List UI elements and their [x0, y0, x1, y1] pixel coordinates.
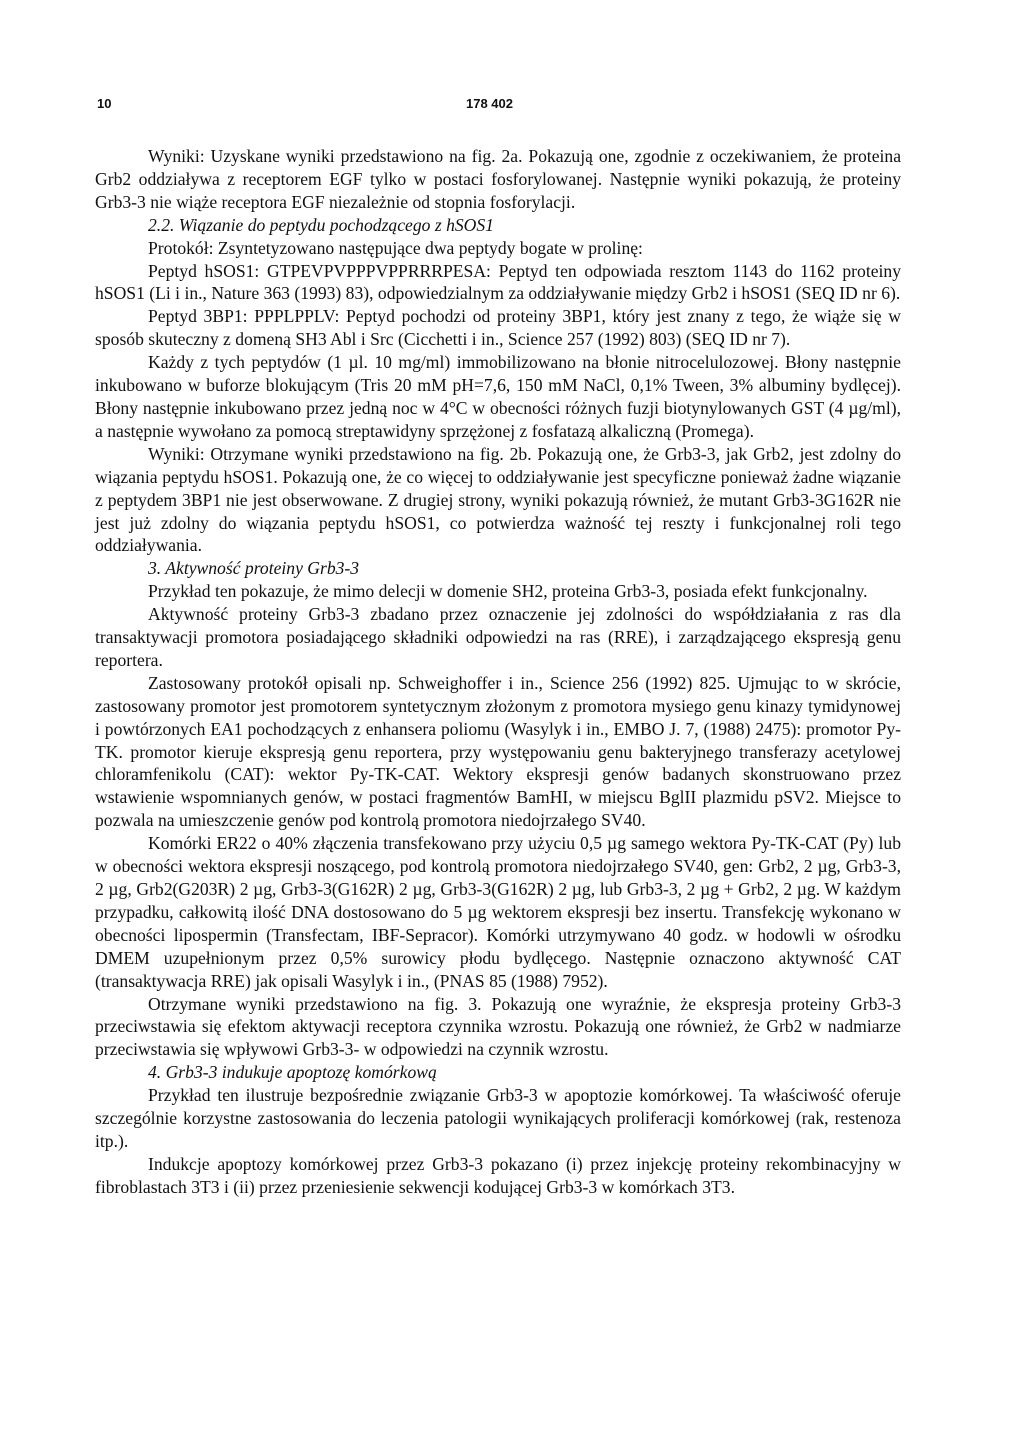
- paragraph-results-egf: Wyniki: Uzyskane wyniki przedstawiono na fig. 2a. Pokazują one, zgodnie z oczekiwaniem, że proteina Grb2 oddziaływa z receptorem EGF tylko w postaci fosforylowanej. Następnie wyniki pokazują, że proteiny Grb3-3 nie wiąże receptora EGF niezależnie od stopnia fosforylacji.: [95, 146, 901, 212]
- paragraph-protocol-schweighoffer: Zastosowany protokół opisali np. Schweighoffer i in., Science 256 (1992) 825. Ujmując to w skrócie, zastosowany promotor jest promotorem syntetycznym złożonym z promotora mysiego genu kinazy tymidynowej i powtórzonych EA1 pochodzących z enhansera poliomu (Wasylyk i in., EMBO J. 7, (1988) 2475): promotor Py-TK. promotor kieruje ekspresją genu reportera, przy występowaniu genu bakteryjnego transferazy acetylowej chloramfenikolu (CAT): wektor Py-TK-CAT. Wektory ekspresji genów badanych skonstruowano przez wstawienie wspomnianych genów, w postaci fragmentów BamHI, w miejscu BglII plazmidu pSV2. Miejsce to pozwala na umieszczenie genów pod kontrolą promotora niedojrzałego SV40.: [95, 672, 901, 831]
- paragraph-results-fig3: Otrzymane wyniki przedstawiono na fig. 3. Pokazują one wyraźnie, że ekspresja proteiny Grb3-3 przeciwstawia się efektom aktywacji receptora czynnika wzrostu. Pokazują one również, że Grb2 w nadmiarze przeciwstawia się wpływowi Grb3-3- w odpowiedzi na czynnik wzrostu.: [95, 993, 901, 1060]
- page-number: 10: [97, 96, 112, 111]
- paragraph-example-4: Przykład ten ilustruje bezpośrednie związanie Grb3-3 w apoptozie komórkowej. Ta właściwość oferuje szczególnie korzystne zastosowania do leczenia patologii wynikających proliferacji komórkowej (rak, restenoza itp.).: [95, 1085, 901, 1151]
- paragraph-peptide-hsos1: Peptyd hSOS1: GTPEVPVPPPVPPRRRPESA: Peptyd ten odpowiada resztom 1143 do 1162 proteiny hSOS1 (Li i in., Nature 363 (1993) 83), odpowiedzialnym za oddziaływanie między Grb2 i hSOS1 (SEQ ID nr 6).: [95, 260, 901, 304]
- patent-number: 178 402: [466, 96, 513, 111]
- page-header: [0, 96, 1024, 118]
- paragraph-peptide-3bp1: Peptyd 3BP1: PPPLPPLV: Peptyd pochodzi od proteiny 3BP1, który jest znany z tego, że wiąże się w sposób skuteczny z domeną SH3 Abl i Src (Cicchetti i in., Science 257 (1992) 803) (SEQ ID nr 7).: [95, 306, 901, 350]
- paragraph-example-3: Przykład ten pokazuje, że mimo delecji w domenie SH2, proteina Grb3-3, posiada efekt funkcjonalny.: [148, 581, 868, 602]
- paragraph-immobilization: Każdy z tych peptydów (1 µl. 10 mg/ml) immobilizowano na błonie nitrocelulozowej. Błony następnie inkubowano w buforze blokującym (Tris 20 mM pH=7,6, 150 mM NaCl, 0,1% Tween, 3% albuminy bydlęcej). Błony następnie inkubowano przez jedną noc w 4°C w obecności różnych fuzji biotynylowanych GST (4 µg/ml), a następnie wywołano za pomocą streptawidyny sprzężonej z fosfatazą alkaliczną (Promega).: [95, 352, 901, 441]
- section-heading-4: 4. Grb3-3 indukuje apoptozę komórkową: [148, 1062, 437, 1083]
- paragraph-er22-cells: Komórki ER22 o 40% złączenia transfekowano przy użyciu 0,5 µg samego wektora Py-TK-CAT (Py) lub w obecności wektora ekspresji noszącego, pod kontrolą promotora niedojrzałego SV40, gen: Grb2, 2 µg, Grb3-3, 2 µg, Grb2(G203R) 2 µg, Grb3-3(G162R) 2 µg, Grb3-3(G162R) 2 µg, lub Grb3-3, 2 µg + Grb2, 2 µg. W każdym przypadku, całkowitą ilość DNA dostosowano do 5 µg wektorem ekspresji bez insertu. Transfekcję wykonano w obecności lipospermin (Transfectam, IBF-Sepracor). Komórki utrzymywano 40 godz. w hodowli w ośrodku DMEM uzupełnionym przez 0,5% surowicy płodu bydlęcego. Następnie oznaczono aktywność CAT (transaktywacja RRE) jak opisali Wasylyk i in., (PNAS 85 (1988) 7952).: [95, 833, 901, 991]
- document-body: [95, 145, 901, 1199]
- paragraph-apoptosis-induction: Indukcje apoptozy komórkowej przez Grb3-3 pokazano (i) przez injekcję proteiny rekombinacyjny w fibroblastach 3T3 i (ii) przez przeniesienie sekwencji kodującej Grb3-3 w komórkach 3T3.: [95, 1153, 901, 1197]
- paragraph-protocol: Protokół: Zsyntetyzowano następujące dwa peptydy bogate w prolinę:: [148, 237, 643, 258]
- paragraph-results-2b: Wyniki: Otrzymane wyniki przedstawiono na fig. 2b. Pokazują one, że Grb3-3, jak Grb2, jest zdolny do wiązania peptydu hSOS1. Pokazują one, że co więcej to oddziaływanie jest specyficzne ponieważ żadne wiązanie z peptydem 3BP1 nie jest obserwowane. Z drugiej strony, wyniki pokazują również, że mutant Grb3-3G162R nie jest już zdolny do wiązania peptydu hSOS1, co potwierdza ważność tej reszty i funkcjonalnej roli tego oddziaływania.: [95, 443, 901, 556]
- section-heading-2-2: 2.2. Wiązanie do peptydu pochodzącego z hSOS1: [148, 214, 494, 235]
- section-heading-3: 3. Aktywność proteiny Grb3-3: [148, 558, 360, 579]
- paragraph-activity: Aktywność proteiny Grb3-3 zbadano przez oznaczenie jej zdolności do współdziałania z ras dla transaktywacji promotora posiadającego składniki odpowiedzi na ras (RRE), i zarządzającego ekspresją genu reportera.: [95, 604, 901, 670]
